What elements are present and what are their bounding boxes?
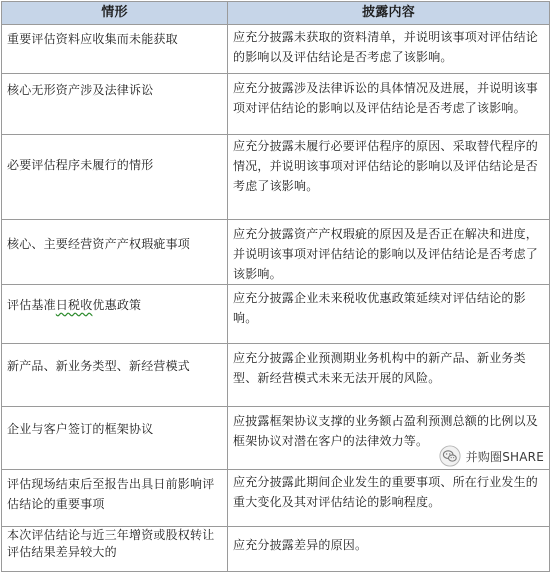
situation-cell: 本次评估结论与近三年增资或股权转让评估结果差异较大的 <box>2 527 228 572</box>
table-header-row <box>2 2 550 25</box>
disclosure-table <box>1 1 550 572</box>
disclosure-cell: 应充分披露涉及法律诉讼的具体情况及进展，并说明该事项对评估结论的影响以及评估结论是否考虑了该影响。 <box>228 74 550 135</box>
table-row <box>2 25 550 74</box>
situation-cell: 必要评估程序未履行的情形 <box>2 135 228 220</box>
situation-cell: 评估现场结束后至报告出具日前影响评估结论的重要事项 <box>2 470 228 527</box>
table-row <box>2 220 550 285</box>
disclosure-cell: 应充分披露企业未来税收优惠政策延续对评估结论的影响。 <box>228 285 550 344</box>
table-row <box>2 344 550 407</box>
table-row <box>2 285 550 344</box>
situation-cell: 新产品、新业务类型、新经营模式 <box>2 344 228 407</box>
table-row <box>2 135 550 220</box>
disclosure-cell: 应充分披露资产产权瑕疵的原因及是否正在解决和进度，并说明该事项对评估结论的影响以及评估结论是否考虑了该影响。 <box>228 220 550 285</box>
situation-text-end: 优惠政策 <box>92 298 142 312</box>
situation-cell <box>2 285 228 344</box>
header-disclosure: 披露内容 <box>228 2 550 25</box>
table-row <box>2 527 550 572</box>
situation-cell: 重要评估资料应收集而未能获取 <box>2 25 228 74</box>
disclosure-cell: 应充分披露未获取的资料清单，并说明该事项对评估结论的影响以及评估结论是否考虑了该影响。 <box>228 25 550 74</box>
table-row <box>2 470 550 527</box>
spellcheck-marked-text: 日税收 <box>55 298 93 312</box>
disclosure-cell: 应充分披露未履行必要评估程序的原因、采取替代程序的情况，并说明该事项对评估结论的影响以及评估结论是否考虑了该影响。 <box>228 135 550 220</box>
situation-cell: 核心无形资产涉及法律诉讼 <box>2 74 228 135</box>
watermark <box>437 443 548 469</box>
situation-text-start: 评估基准 <box>7 298 56 312</box>
disclosure-cell: 应充分披露企业预测期业务机构中的新产品、新业务类型、新经营模式未来无法开展的风险。 <box>228 344 550 407</box>
table-row <box>2 74 550 135</box>
disclosure-cell: 应披露框架协议支撑的业务额占盈利预测总额的比例以及框架协议对潜在客户的法律效力等。 <box>228 407 550 470</box>
watermark-text: 并购圈SHARE <box>465 449 544 464</box>
header-situation: 情形 <box>2 2 228 25</box>
wechat-icon <box>439 445 461 467</box>
situation-cell: 企业与客户签订的框架协议 <box>2 407 228 470</box>
situation-cell: 核心、主要经营资产产权瑕疵事项 <box>2 220 228 285</box>
disclosure-cell: 应充分披露此期间企业发生的重要事项、所在行业发生的重大变化及其对评估结论的影响程度。 <box>228 470 550 527</box>
disclosure-cell: 应充分披露差异的原因。 <box>228 527 550 572</box>
